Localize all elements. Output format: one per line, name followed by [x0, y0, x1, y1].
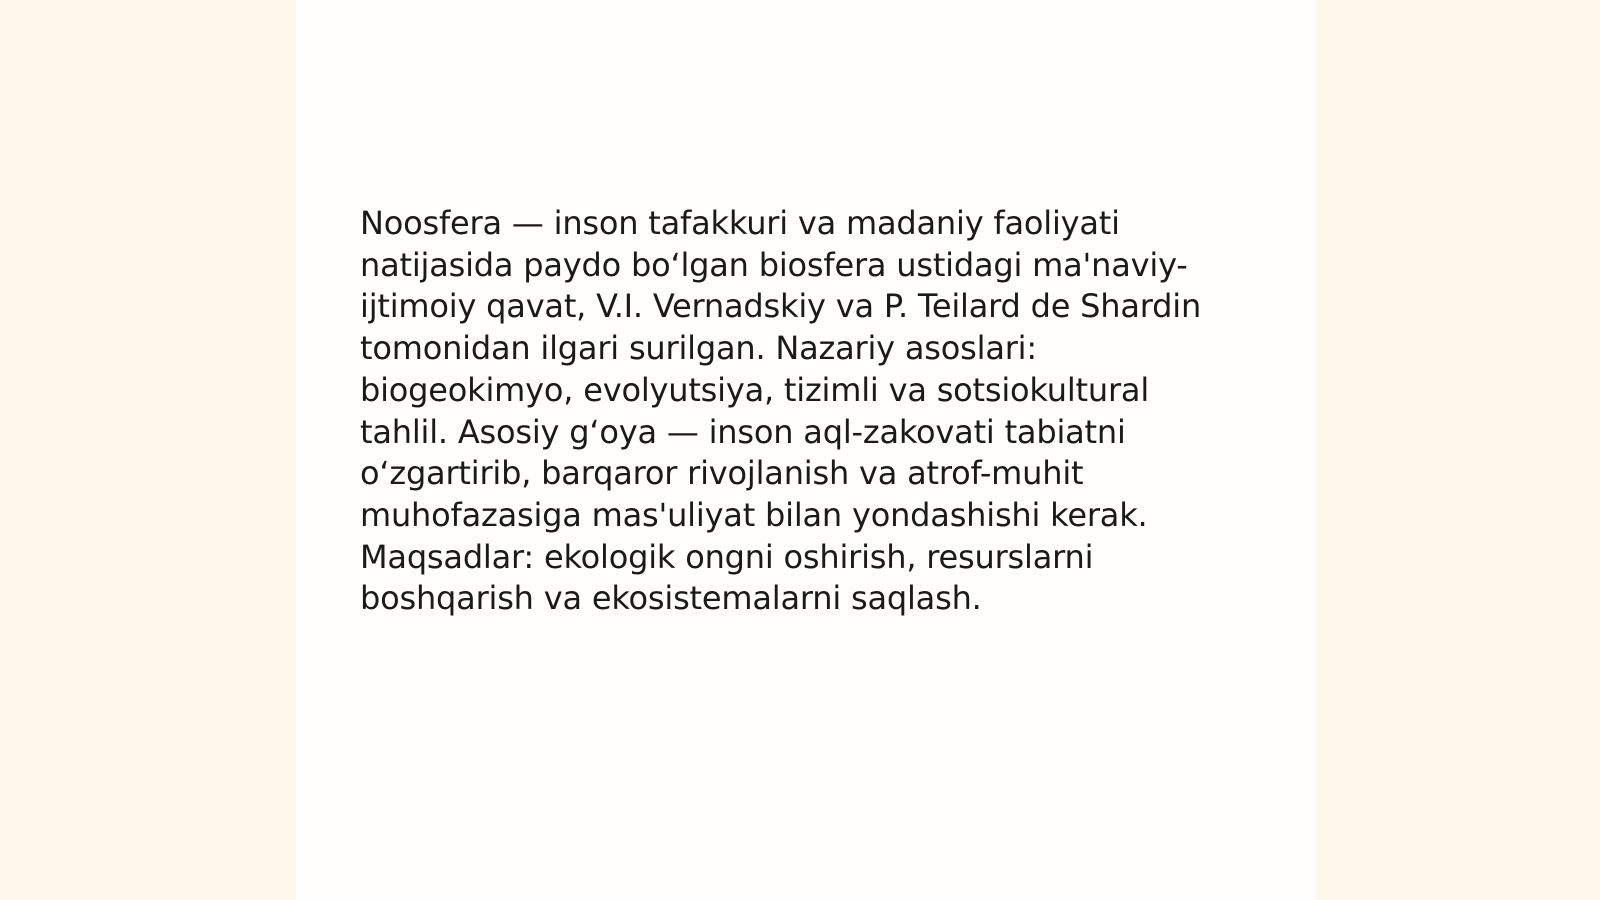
slide-body-text: Noosfera — inson tafakkuri va madaniy faoliyati natijasida paydo boʻlgan biosfera ustidagi ma'naviy-ijtimoiy qavat, V.I. Vernadskiy va P. Teilard de Shardin tomonidan ilgari surilgan. Nazariy asoslari: biogeokimyo, evolyutsiya, tizimli va sotsiokultural tahlil. Asosiy gʻoya — inson aql-zakovati tabiatni oʻzgartirib, barqaror rivojlanish va atrof-muhit muhofazasiga mas'uliyat bilan yondashishi kerak. Maqsadlar: ekologik ongni oshirish, resurslarni boshqarish va ekosistemalarni saqlash.	[360, 204, 1202, 618]
slide-canvas	[296, 0, 1316, 900]
